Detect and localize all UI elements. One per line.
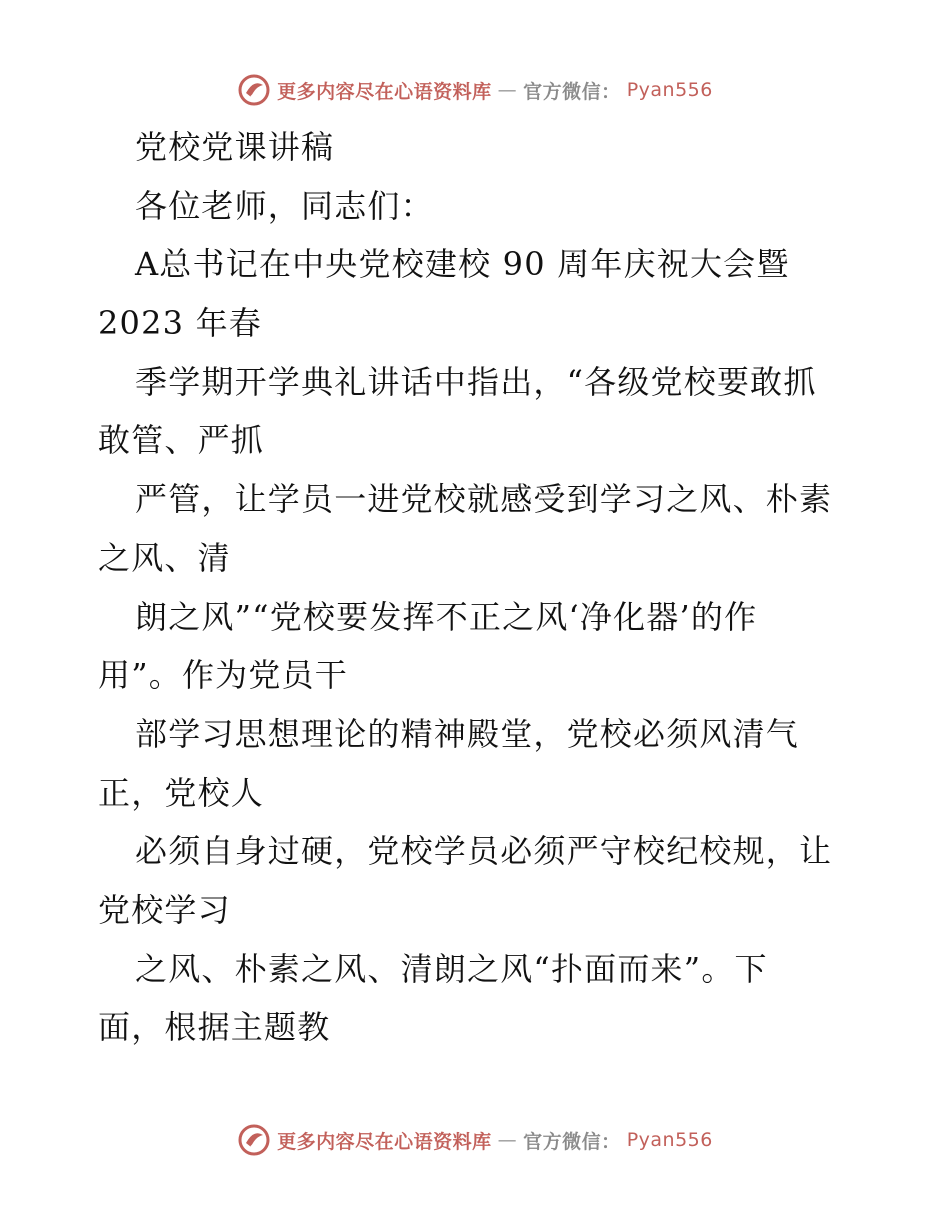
text-line: 之风、朴素之风、清朗之风“扑面而来”。下: [135, 949, 768, 988]
footer-watermark: [0, 1120, 950, 1160]
doc-salutation: 各位老师，同志们：: [135, 186, 434, 225]
text-line: 敢管、严抓: [98, 421, 265, 460]
watermark-label: 官方微信：: [523, 80, 621, 103]
text-line: 季学期开学典礼讲话中指出，“各级党校要敢抓: [135, 362, 817, 401]
header-watermark: [0, 70, 950, 110]
watermark-separator: —: [497, 1129, 518, 1151]
watermark-separator: —: [497, 79, 518, 101]
text-line: 2023 年春: [98, 304, 263, 343]
watermark-wechat-id: Pyan556: [626, 79, 713, 101]
text-line: A总书记在中央党校建校 90 周年庆祝大会暨: [135, 245, 790, 284]
swirl-logo-icon: [237, 73, 271, 107]
doc-title: 党校党课讲稿: [135, 128, 335, 166]
swirl-logo-icon: [237, 1123, 271, 1157]
text-line: 用”。作为党员干: [98, 656, 348, 695]
text-line: 党校学习: [98, 890, 231, 929]
text-line: 部学习思想理论的精神殿堂，党校必须风清气: [135, 714, 800, 753]
text-line: 必须自身过硬，党校学员必须严守校纪校规，让: [135, 832, 833, 871]
text-line: 朗之风”“党校要发挥不正之风‘净化器’的作: [135, 597, 758, 636]
watermark-label: 官方微信：: [523, 1130, 621, 1153]
text-line: 严管，让学员一进党校就感受到学习之风、朴素: [135, 480, 833, 519]
watermark-brand: 更多内容尽在心语资料库: [277, 80, 492, 103]
text-line: 正，党校人: [98, 773, 265, 812]
watermark-brand: 更多内容尽在心语资料库: [277, 1130, 492, 1153]
watermark-wechat-id: Pyan556: [626, 1129, 713, 1151]
text-line: 之风、清: [98, 538, 231, 577]
document-body: [98, 118, 858, 1057]
text-line: 面，根据主题教: [98, 1008, 331, 1047]
